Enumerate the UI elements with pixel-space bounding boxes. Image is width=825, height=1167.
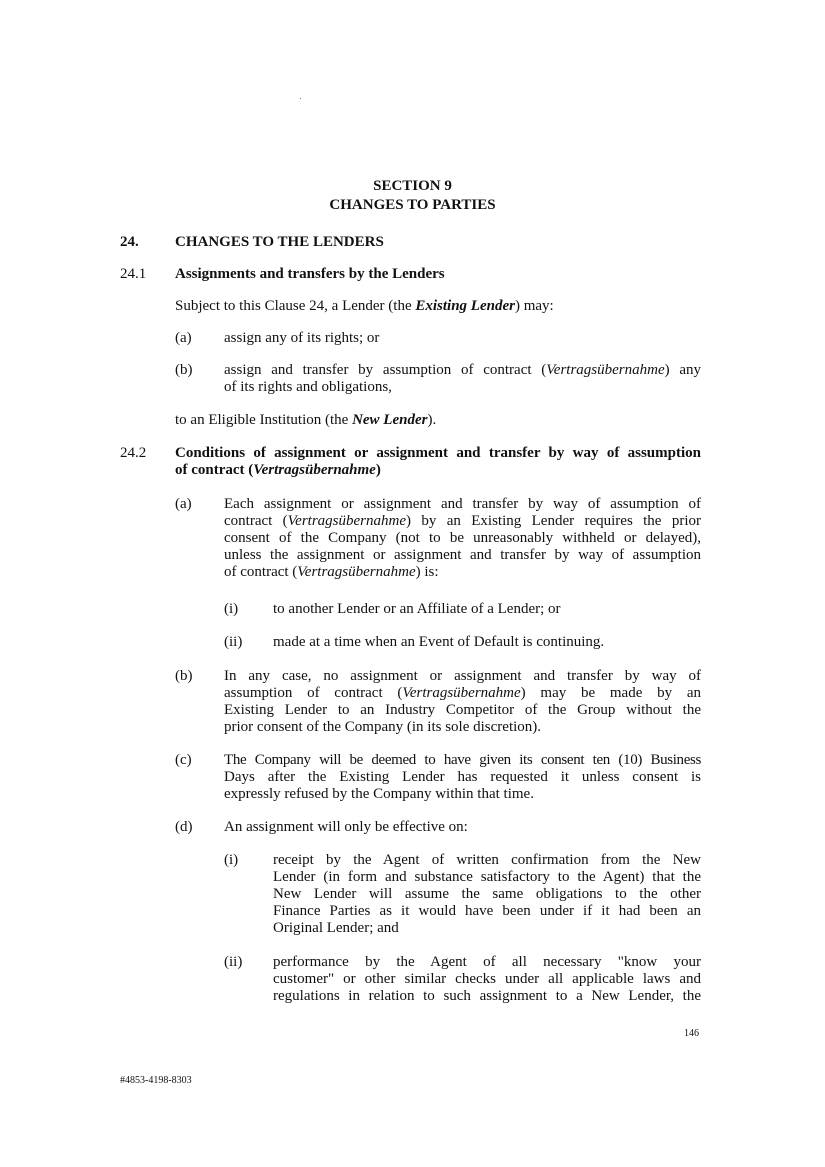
para-2d-i-line-5: Original Lender; and	[273, 920, 399, 936]
para-2a-line-5: of contract (Vertragsübernahme) is:	[224, 564, 439, 580]
para-2c-line-1: The Company will be deemed to have given its consent ten (10) Business	[224, 752, 701, 768]
clause-title: CHANGES TO THE LENDERS	[175, 234, 384, 250]
para-2d-ii-line-2: customer" or other similar checks under all applicable laws and	[273, 971, 701, 987]
para-2a-i-text: to another Lender or an Affiliate of a Lender; or	[273, 601, 561, 617]
clause-number: 24.	[120, 234, 139, 250]
subclause-24-1-intro: Subject to this Clause 24, a Lender (the Existing Lender) may:	[175, 298, 554, 314]
para-2d-ii-label: (ii)	[224, 954, 243, 970]
document-id: #4853-4198-8303	[120, 1075, 192, 1086]
stray-mark	[300, 98, 301, 99]
para-2a-ii-text: made at a time when an Event of Default is continuing.	[273, 634, 605, 650]
para-2a-line-4: unless the assignment or assignment and transfer by way of assumption	[224, 547, 701, 563]
para-2d-ii-line-1: performance by the Agent of all necessary "know your	[273, 954, 701, 970]
para-2b-line-3: Existing Lender to an Industry Competitor of the Group without the	[224, 702, 701, 718]
para-2c-label: (c)	[175, 752, 192, 768]
para-2c-line-2: Days after the Existing Lender has requested it unless consent is	[224, 769, 701, 785]
para-2d-label: (d)	[175, 819, 193, 835]
para-2b-line-4: prior consent of the Company (in its sole discretion).	[224, 719, 542, 735]
para-b-label: (b)	[175, 362, 193, 378]
para-2d-i-line-1: receipt by the Agent of written confirmation from the New	[273, 852, 701, 868]
para-2b-line-2: assumption of contract (Vertragsübernahme) may be made by an	[224, 685, 701, 701]
para-a-label: (a)	[175, 330, 192, 346]
page-number: 146	[684, 1028, 699, 1039]
section-number: SECTION 9	[373, 178, 452, 194]
para-2b-line-1: In any case, no assignment or assignment and transfer by way of	[224, 668, 701, 684]
para-b-line-2: of its rights and obligations,	[224, 379, 392, 395]
para-2d-i-line-4: Finance Parties as it would have been under if it had been an	[273, 903, 701, 919]
para-2d-i-label: (i)	[224, 852, 239, 868]
para-2d-text: An assignment will only be effective on:	[224, 819, 468, 835]
subclause-24-2-title-line-1: Conditions of assignment or assignment and transfer by way of assumption	[175, 445, 701, 461]
para-2a-label: (a)	[175, 496, 192, 512]
para-2a-i-label: (i)	[224, 601, 239, 617]
para-2d-i-line-2: Lender (in form and substance satisfactory to the Agent) that the	[273, 869, 701, 885]
section-title: CHANGES TO PARTIES	[329, 197, 496, 213]
subclause-24-1-title: Assignments and transfers by the Lenders	[175, 266, 445, 282]
para-2a-line-2: contract (Vertragsübernahme) by an Existing Lender requires the prior	[224, 513, 701, 529]
para-2a-line-1: Each assignment or assignment and transfer by way of assumption of	[224, 496, 701, 512]
para-2d-i-line-3: New Lender will assume the same obligations to the other	[273, 886, 701, 902]
defined-term-new-lender: New Lender	[352, 412, 428, 428]
para-2c-line-3: expressly refused by the Company within that time.	[224, 786, 534, 802]
para-2d-ii-line-3: regulations in relation to such assignment to a New Lender, the	[273, 988, 701, 1004]
para-2b-label: (b)	[175, 668, 193, 684]
subclause-24-1-outro: to an Eligible Institution (the New Lender).	[175, 412, 437, 428]
subclause-24-1-number: 24.1	[120, 266, 147, 282]
defined-term-existing-lender: Existing Lender	[415, 298, 515, 314]
para-a-text: assign any of its rights; or	[224, 330, 380, 346]
subclause-24-2-title-line-2: of contract (Vertragsübernahme)	[175, 462, 381, 478]
para-b-line-1: assign and transfer by assumption of contract (Vertragsübernahme) any	[224, 362, 702, 378]
subclause-24-2-number: 24.2	[120, 445, 147, 461]
para-2a-ii-label: (ii)	[224, 634, 243, 650]
para-2a-line-3: consent of the Company (not to be unreasonably withheld or delayed),	[224, 530, 701, 546]
